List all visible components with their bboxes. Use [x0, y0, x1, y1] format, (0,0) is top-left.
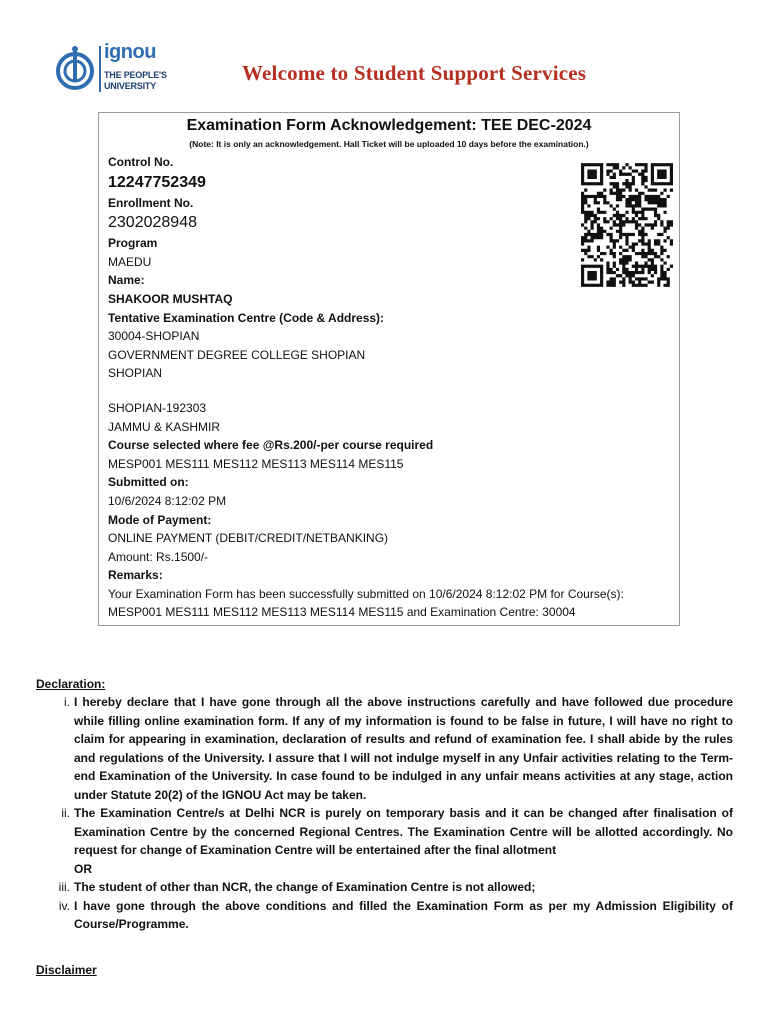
payment-label: Mode of Payment: [108, 512, 212, 527]
amount-value: Amount: Rs.1500/- [108, 549, 209, 564]
centre-blank-line [108, 383, 673, 399]
logo-divider [99, 46, 101, 92]
ignou-emblem-icon [55, 46, 99, 92]
declaration-item [36, 897, 733, 934]
courses-value: MESP001 MES111 MES112 MES113 MES114 MES115 [108, 456, 404, 471]
submitted-value: 10/6/2024 8:12:02 PM [108, 493, 227, 508]
logo-name: ignou [104, 41, 156, 63]
declaration-item-number: i. [64, 695, 70, 709]
centre-line: 30004-SHOPIAN [108, 329, 200, 344]
declaration-item [36, 804, 733, 878]
declaration-item-text: The student of other than NCR, the change of Examination Centre is not allowed; [74, 880, 536, 894]
courses-label: Course selected where fee @Rs.200/-per course required [108, 438, 434, 453]
declaration-item [36, 878, 733, 897]
logo-tagline-2: UNIVERSITY [104, 81, 157, 91]
centre-line: SHOPIAN [108, 366, 163, 381]
name-value: SHAKOOR MUSHTAQ [108, 291, 233, 306]
declaration-list [36, 693, 733, 934]
declaration-item-number: iv. [58, 898, 70, 913]
control-no-value: 12247752349 [108, 173, 206, 191]
payment-value: ONLINE PAYMENT (DEBIT/CREDIT/NETBANKING) [108, 531, 389, 546]
declaration-item [36, 693, 733, 804]
page-title: Welcome to Student Support Services [242, 61, 587, 85]
ack-title: Examination Form Acknowledgement: TEE DEC-2024 [186, 117, 592, 134]
submitted-label: Submitted on: [108, 475, 189, 490]
centre-label: Tentative Examination Centre (Code & Address): [108, 310, 385, 325]
ack-note: (Note: It is only an acknowledgement. Hall Ticket will be uploaded 10 days before the examination.) [189, 139, 589, 149]
remarks-line: MESP001 MES111 MES112 MES113 MES114 MES115 and Examination Centre: 30004 [108, 605, 576, 620]
acknowledgement-box [98, 112, 680, 626]
declaration-item-number: iii. [58, 880, 70, 894]
declaration-item-text: I have gone through the above conditions and filled the Examination Form as per my Admission Eligibility of Course/Programme. [74, 898, 733, 931]
qr-code-icon [581, 163, 673, 287]
enrollment-no-value: 2302028948 [108, 214, 197, 232]
program-label: Program [108, 236, 158, 251]
declaration-heading: Declaration: [36, 677, 106, 691]
centre-line: JAMMU & KASHMIR [108, 419, 221, 434]
disclaimer-heading: Disclaimer [36, 963, 97, 977]
centre-line: SHOPIAN-192303 [108, 400, 207, 415]
logo-tagline-1: THE PEOPLE'S [104, 70, 167, 80]
ignou-logo [55, 41, 175, 96]
declaration-item-number: ii. [61, 806, 70, 820]
declaration-item-text: The Examination Centre/s at Delhi NCR is purely on temporary basis and it can be changed after finalisation of Examination Centre by the concerned Regional Centres. The Examination Centre will be allotted accordingly. No request for change of Examination Centre will be entertained after the final allotment [74, 806, 733, 857]
declaration-or: OR [74, 861, 92, 876]
declaration-item-text: I hereby declare that I have gone through all the above instructions carefully and have followed due procedure while filling online examination form. If any of my information is found to be false in future, I will have no right to claim for appearing in examination, declaration of results and refund of examination fee. I shall abide by the rules and regulations of the University. I assure that I will not indulge myself in any Unfair activities relating to the Term-end Examination of the University. In case found to be indulged in any unfair means activities at any stage, action under Statute 20(2) of the IGNOU Act may be taken. [74, 695, 733, 802]
control-no-label: Control No. [108, 155, 174, 169]
remarks-label: Remarks: [108, 568, 163, 583]
program-value: MAEDU [108, 254, 152, 269]
name-label: Name: [108, 273, 145, 288]
centre-line: GOVERNMENT DEGREE COLLEGE SHOPIAN [108, 347, 366, 362]
enrollment-no-label: Enrollment No. [108, 195, 194, 210]
remarks-line: Your Examination Form has been successfully submitted on 10/6/2024 8:12:02 PM for Course(s): [108, 586, 624, 601]
